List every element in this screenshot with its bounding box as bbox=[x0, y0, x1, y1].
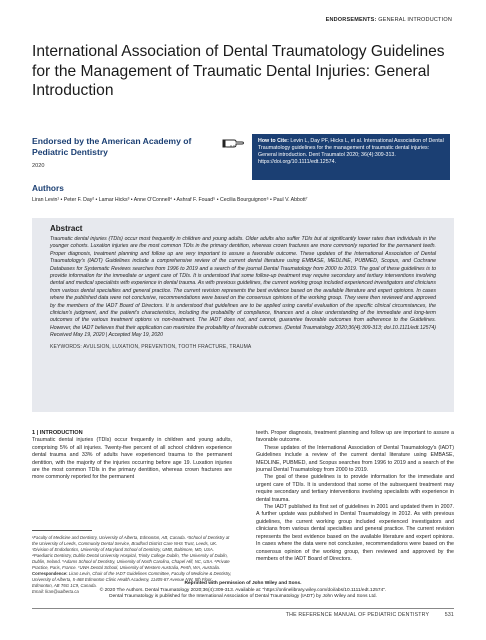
pointing-hand-icon bbox=[222, 135, 244, 149]
correspondence-label: Correspondence: bbox=[32, 571, 68, 576]
section-header-bold: ENDORSEMENTS: bbox=[325, 17, 377, 23]
paragraph: The goal of these guidelines is to provide information for the immediate and urgent care of TDIs. It is understood that some of the subsequent treatment may require secondary and tertiary interventions involving specialists with experience in dental trauma. bbox=[256, 474, 454, 503]
body-column-right bbox=[256, 430, 454, 563]
affiliations-text: ¹Faculty of Medicine and Dentistry, University of Alberta, Edmonton, AB, Canada. ²School of Dentistry at the University of Leeds, Community Dental Service, Bradford District Care NHS Trust, Leeds, UK. ³Division of Endodontics, University of Maryland School of Dentistry, UMB, Baltimore, MD, USA. ⁴Paediatric Dentistry, Dublin Dental University Hospital, Trinity College Dublin, The University of Dublin, Dublin, Ireland. ⁵Adams School of Dentistry, University of North Carolina, Chapel Hill, NC, USA. ⁶Private Practice, Paris, France. ⁷UWA Dental School, University of Western Australia, Perth, WA, Australia. bbox=[32, 535, 230, 570]
abstract-heading: Abstract bbox=[50, 224, 83, 233]
email: Email: liran@ualberta.ca bbox=[32, 589, 79, 594]
abstract-box bbox=[32, 218, 454, 412]
section-heading: 1 | INTRODUCTION bbox=[32, 430, 83, 436]
keywords: KEYWORDS: AVULSION, LUXATION, PREVENTION, TOOTH FRACTURE, TRAUMA bbox=[50, 343, 252, 350]
paragraph: These updates of the International Association of Dental Traumatology's (IADT) Guidelines include a review of the current dental literature using EMBASE, MEDLINE, PUBMED, and Scopus searches from 1996 to 2019 and a search of the journal Dental Traumatology from 2000 to 2019. bbox=[256, 444, 454, 474]
reprint-notice bbox=[32, 581, 454, 601]
endorsed-by: Endorsed by the American Academy of Pediatric Dentistry bbox=[32, 136, 192, 157]
paragraph: teeth. Proper diagnosis, treatment planning and follow up are important to assure a favorable outcome. bbox=[256, 430, 454, 444]
paragraph: Traumatic dental injuries (TDIs) occur frequently in children and young adults, comprising 5% of all injuries. Twenty-five percent of all school children experience dental trauma and 33% of adults have experienced trauma to the permanent dentition, with the majority of the injuries occurring before age 19. Luxation injuries are the most common TDIs in the primary dentition, whereas crown fractures are more commonly reported for the permanent bbox=[32, 437, 232, 481]
citation-label: How to Cite: bbox=[258, 138, 289, 144]
citation-box bbox=[252, 134, 450, 180]
footer-divider bbox=[32, 608, 454, 609]
page-footer bbox=[272, 612, 454, 618]
footnote-divider bbox=[32, 530, 92, 531]
authors-heading: Authors bbox=[32, 183, 64, 193]
reprint-line-3: Dental Traumatology is published for the International Association of Dental Traumatology (IADT) by John Wiley and Sons Ltd. bbox=[109, 594, 377, 600]
section-header-rest: GENERAL INTRODUCTION bbox=[378, 17, 452, 23]
section-header bbox=[326, 17, 452, 23]
reprint-line-2: © 2020 The Authors. Dental Traumatology 2020;36(4):309-313. Available at: "https://onlinelibrary.wiley.com/doi/abs/10.1111/edt.12574". bbox=[99, 587, 387, 593]
paragraph: The IADT published its first set of guidelines in 2001 and updated them in 2007. A further update was published in Dental Traumatology in 2012. As with previous guidelines, the current working group included experienced investigators and clinicians from various dental specialties and general practice. The current revision represents the best evidence based on the available literature and expert opinions. In cases where the data were not conclusive, recommendations were based on the consensus opinion of the working group, then reviewed and approved by the members of the IADT Board of Directors. bbox=[256, 504, 454, 562]
correspondence-text: Liran Levin, Chair of the IADT Guidelines Committee, Faculty of Medicine & Dentistry, University of Alberta, 5-468 Edmonton Clinic Health Academy, 11405-87 Avenue NW, 5th Floor, Edmonton, AB T6G 1C9, Canada. bbox=[32, 571, 232, 588]
footer-manual: THE REFERENCE MANUAL OF PEDIATRIC DENTISTRY bbox=[285, 612, 430, 618]
citation-text: Levin L, Day PF, Hicks L, et al. International Association of Dental Traumatology guidelines for the management of traumatic dental injuries: General introduction. Dent Traumatol 2020; 36(4):309-313. https://doi.org/10.1111/edt.12574. bbox=[258, 138, 444, 166]
year: 2020 bbox=[32, 163, 45, 169]
article-title: International Association of Dental Traumatology Guidelines for the Management of Traumatic Dental Injuries: General Introduction bbox=[32, 43, 445, 99]
body-column-left bbox=[32, 430, 232, 482]
page-number: 531 bbox=[444, 612, 454, 618]
reprint-line-1: Reprinted with permission of John Wiley and Sons. bbox=[184, 581, 302, 586]
authors-list: Liran Levin¹ • Peter F. Day² • Lamar Hicks³ • Anne O'Connell⁴ • Ashraf F. Fouad⁵ • Cecilia Bourguignon⁶ • Paul V. Abbott⁷ bbox=[32, 197, 308, 203]
abstract-body: Traumatic dental injuries (TDIs) occur most frequently in children and young adults. Older adults also suffer TDIs but at significantly lower rates than individuals in the younger cohorts. Luxation injuries are the most common TDIs in the primary dentition, whereas crown fractures are more commonly reported for the permanent teeth. Proper diagnosis, treatment planning and follow up are very important to assure a favorable outcome. These updates of the International Association of Dental Traumatology's (IADT) Guidelines include a comprehensive review of the current dental literature using EMBASE, MEDLINE, PUBMED, Scopus, and Cochrane Databases for Systematic Reviews searches from 1996 to 2019 and a search of the journal Dental Traumatology from 2000 to 2019. The goal of these guidelines is to provide information for the immediate or urgent care of TDIs. It is understood that some follow-up treatment may require secondary and tertiary interventions involving dental and medical specialists with experience in dental trauma. As with previous guidelines, the current working group included experienced investigators and clinicians from various dental specialties and general practice. The current revision represents the best evidence based on the available literature and expert opinions. In cases where the published data were not conclusive, recommendations were based on the consensus opinions of the working group. They were then reviewed and approved by the members of the IADT Board of Directors. It is understood that guidelines are to be applied using careful evaluation of the specific clinical circumstances, the clinician's judgment, and the patient's characteristics, including the probability of compliance, finances and a clear understanding of the immediate and long-term outcomes of the various treatment options vs non-treatment. The IADT does not, and cannot, guarantee favorable outcomes from adherence to the Guidelines. However, the IADT believes that their application can maximize the probability of favorable outcomes. (Dental Traumatology 2020;36(4):309-313; doi.10.1111/edt.12574) Received May 19, 2020 | Accepted May 19, 2020 bbox=[50, 236, 436, 339]
